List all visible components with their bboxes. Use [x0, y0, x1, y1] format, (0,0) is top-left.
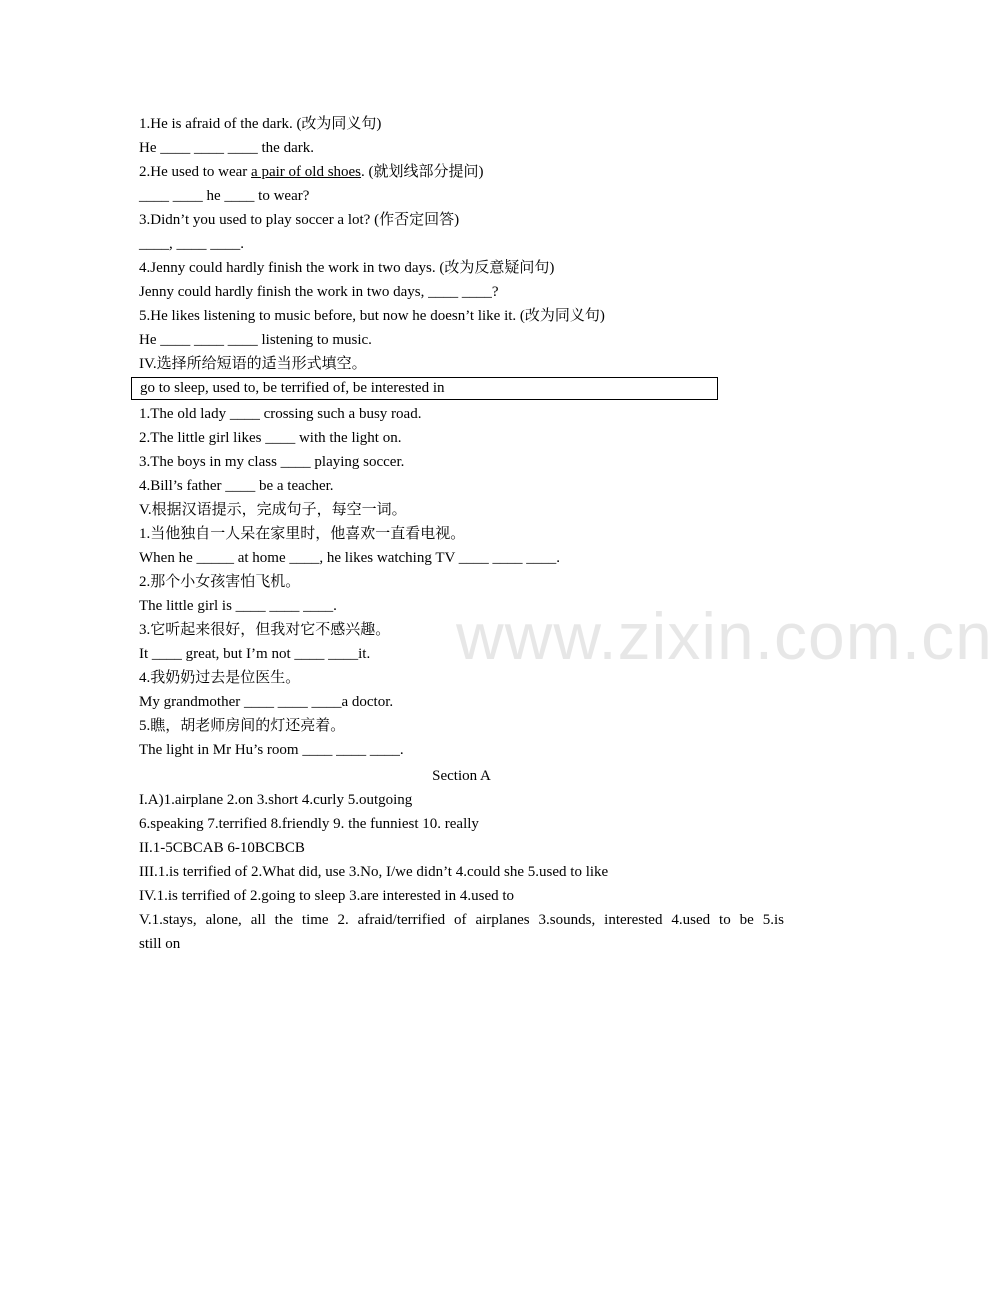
section-4-item: 3.The boys in my class ____ playing soccer. [139, 454, 405, 470]
question-3-4: 4.Jenny could hardly finish the work in two days. (改为反意疑问句) [139, 260, 555, 276]
question-3-2-pre: 2.He used to wear [139, 164, 252, 180]
section-5-heading: V.根据汉语提示，完成句子，每空一词。 [139, 502, 407, 518]
question-3-3: 3.Didn’t you used to play soccer a lot? (作否定回答) [139, 212, 460, 228]
section-5-item-en: The light in Mr Hu’s room ____ ____ ____. [139, 742, 404, 758]
question-3-1-blank: He ____ ____ ____ the dark. [139, 140, 314, 156]
answer-line: 6.speaking 7.terrified 8.friendly 9. the funniest 10. really [139, 816, 479, 832]
section-4-item: 2.The little girl likes ____ with the light on. [139, 430, 402, 446]
section-4-heading: IV.选择所给短语的适当形式填空。 [139, 356, 367, 372]
question-3-4-blank: Jenny could hardly finish the work in two days, ____ ____? [139, 284, 499, 300]
answer-line: V.1.stays, alone, all the time 2. afraid/terrified of airplanes 3.sounds, interested 4.used to be 5.is [139, 912, 784, 928]
section-5-item-en: It ____ great, but I’m not ____ ____it. [139, 646, 371, 662]
section-5-item-en: The little girl is ____ ____ ____. [139, 598, 337, 614]
section-5-item-en: When he _____ at home ____, he likes watching TV ____ ____ ____. [139, 550, 561, 566]
question-3-2 [139, 162, 784, 182]
question-3-5: 5.He likes listening to music before, but now he doesn’t like it. (改为同义句) [139, 308, 605, 324]
answers-title: Section A [432, 768, 491, 784]
question-3-2-post: . (就划线部分提问) [361, 164, 484, 180]
watermark: www.zixin.com.cn [456, 599, 993, 673]
section-5-item-cn: 2.那个小女孩害怕飞机。 [139, 574, 301, 590]
question-3-2-blank: ____ ____ he ____ to wear? [139, 188, 310, 204]
section-5-item-en: My grandmother ____ ____ ____a doctor. [139, 694, 394, 710]
answer-line: III.1.is terrified of 2.What did, use 3.No, I/we didn’t 4.could she 5.used to like [139, 864, 609, 880]
section-5-item-cn: 4.我奶奶过去是位医生。 [139, 670, 301, 686]
question-3-5-blank: He ____ ____ ____ listening to music. [139, 332, 372, 348]
answer-line: I.A)1.airplane 2.on 3.short 4.curly 5.outgoing [139, 792, 413, 808]
answer-line: II.1-5CBCAB 6-10BCBCB [139, 840, 305, 856]
question-3-1: 1.He is afraid of the dark. (改为同义句) [139, 116, 382, 132]
phrase-box: go to sleep, used to, be terrified of, be interested in [131, 377, 718, 400]
section-5-item-cn: 5.瞧，胡老师房间的灯还亮着。 [139, 718, 346, 734]
answer-line: IV.1.is terrified of 2.going to sleep 3.are interested in 4.used to [139, 888, 515, 904]
section-4-item: 4.Bill’s father ____ be a teacher. [139, 478, 334, 494]
section-5-item-cn: 3.它听起来很好，但我对它不感兴趣。 [139, 622, 391, 638]
question-3-3-blank: ____, ____ ____. [139, 236, 244, 252]
answer-line: still on [139, 936, 181, 952]
section-5-item-cn: 1.当他独自一人呆在家里时，他喜欢一直看电视。 [139, 526, 466, 542]
section-4-item: 1.The old lady ____ crossing such a busy road. [139, 406, 422, 422]
underlined-phrase: a pair of old shoes [251, 164, 362, 180]
